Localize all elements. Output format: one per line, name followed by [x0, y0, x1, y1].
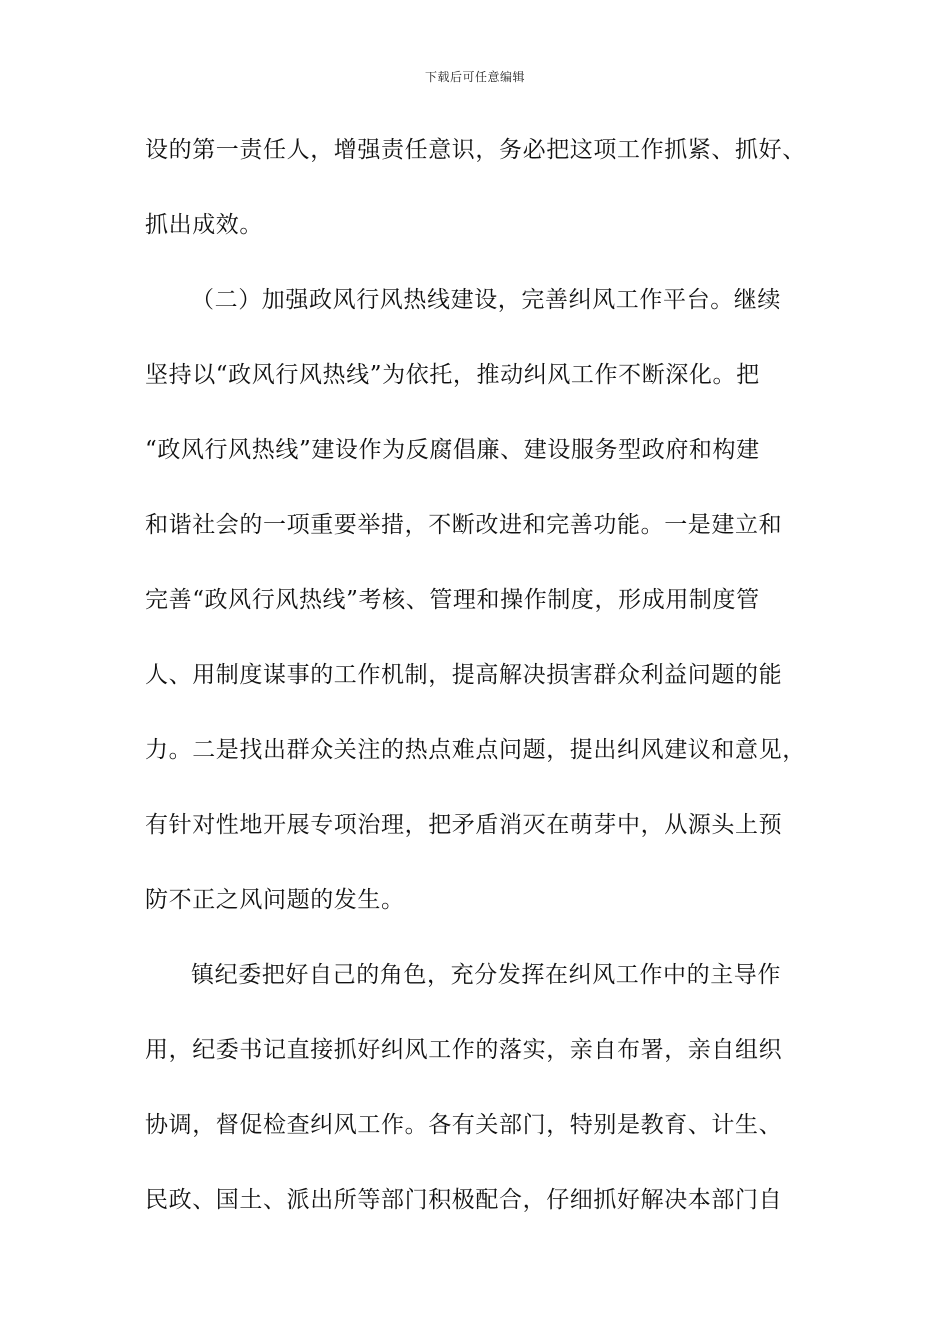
paragraph-start-line: 镇纪委把好自己的角色，充分发挥在纠风工作中的主导作 [191, 962, 781, 988]
text-line: 坚持以“政风行风热线”为依托，推动纠风工作不断深化。把 [145, 362, 760, 388]
header-note: 下载后可任意编辑 [424, 70, 525, 84]
section-heading-line: （二）加强政风行风热线建设，完善纠风工作平台。继续 [191, 287, 781, 313]
document-body [145, 130, 835, 1255]
text-line: 协调，督促检查纠风工作。各有关部门，特别是教育、计生、 [145, 1112, 783, 1138]
text-line: 和谐社会的一项重要举措，不断改进和完善功能。一是建立和 [145, 512, 783, 538]
text-line: 人、用制度谋事的工作机制，提高解决损害群众利益问题的能 [145, 662, 783, 688]
text-line: 用，纪委书记直接抓好纠风工作的落实，亲自布署，亲自组织 [145, 1037, 783, 1063]
text-line: 设的第一责任人，增强责任意识，务必把这项工作抓紧、抓好、 [145, 137, 806, 163]
text-line: 力。二是找出群众关注的热点难点问题，提出纠风建议和意见， [145, 737, 806, 763]
text-line: 民政、国土、派出所等部门积极配合，仔细抓好解决本部门自 [145, 1187, 783, 1213]
text-line: “政风行风热线”建设作为反腐倡廉、建设服务型政府和构建 [145, 437, 760, 463]
text-line: 抓出成效。 [145, 212, 263, 238]
text-line: 完善“政风行风热线”考核、管理和操作制度，形成用制度管 [145, 587, 760, 613]
text-line: 有针对性地开展专项治理，把矛盾消灭在萌芽中，从源头上预 [145, 812, 783, 838]
text-line: 防不正之风问题的发生。 [145, 887, 405, 913]
